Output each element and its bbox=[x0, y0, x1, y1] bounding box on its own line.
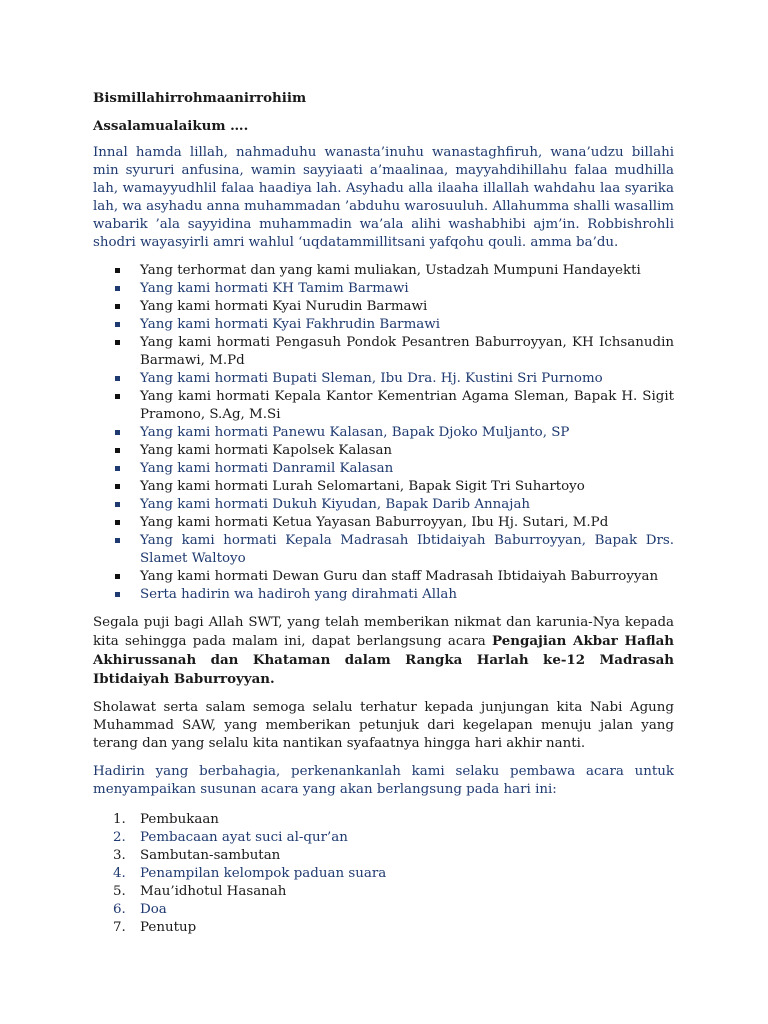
agenda-intro: Hadirin yang berbahagia, perkenankanlah kami selaku pembawa acara untuk menyampaikan susunan acara yang akan berlangsung pada hari ini: bbox=[93, 764, 674, 797]
bullet-icon bbox=[115, 466, 120, 471]
bullet-icon bbox=[115, 538, 120, 543]
list-item: Yang kami hormati Kepala Madrasah Ibtidaiyah Baburroyyan, Bapak Drs. Slamet Waltoyo bbox=[93, 532, 674, 568]
greeting: Assalamualaikum …. bbox=[93, 118, 249, 134]
praise-text: Segala puji bagi Allah SWT, yang telah memberikan nikmat dan karunia-Nya kepada kita sehingga pada malam ini, dapat berlangsung acara bbox=[93, 615, 674, 649]
item-number: 3. bbox=[113, 848, 126, 863]
list-item: 3. Sambutan-sambutan bbox=[113, 848, 281, 863]
list-item: Serta hadirin wa hadiroh yang dirahmati Allah bbox=[93, 586, 674, 604]
item-number: 5. bbox=[113, 884, 126, 899]
list-item: 2. Pembacaan ayat suci al-qur’an bbox=[113, 830, 348, 845]
list-item: Yang terhormat dan yang kami muliakan, Ustadzah Mumpuni Handayekti bbox=[93, 262, 674, 280]
list-item: Yang kami hormati Pengasuh Pondok Pesantren Baburroyyan, KH Ichsanudin Barmawi, M.Pd bbox=[93, 334, 674, 370]
list-item: 1. Pembukaan bbox=[113, 812, 219, 827]
bullet-icon bbox=[115, 574, 120, 579]
bullet-icon bbox=[115, 286, 120, 291]
list-item: Yang kami hormati Kyai Nurudin Barmawi bbox=[93, 298, 674, 316]
bullet-icon bbox=[115, 484, 120, 489]
sholawat-paragraph: Sholawat serta salam semoga selalu terhatur kepada junjungan kita Nabi Agung Muhammad SAW, yang memberikan petunjuk dari kegelapan menuju jalan yang terang dan yang selalu kita nantikan syafaatnya hingga hari akhir nanti. bbox=[93, 700, 674, 751]
opening-paragraph: Innal hamda lillah, nahmaduhu wanasta’inuhu wanastaghfiruh, wana’udzu billahi min syururi anfusina, wamin sayyiaati a’maalinaa, mayyahdihillahu falaa mudhilla lah, wamayyudhlil falaa haadiya lah. Asyhadu alla ilaaha illallah wahdahu laa syarika lah, wa asyhadu anna muhammadan ’abduhu warosuuluh. Allahumma shalli wasallim wabarik ’ala sayyidina muhammadin wa’ala alihi washabhibi ajm’in. Robbishrohli shodri wayasyirli amri wahlul ‘uqdatammillitsani yafqohu qouli. amma ba’du. bbox=[93, 145, 674, 250]
bullet-icon bbox=[115, 592, 120, 597]
list-item: Yang kami hormati KH Tamim Barmawi bbox=[93, 280, 674, 298]
list-item: Yang kami hormati Kapolsek Kalasan bbox=[93, 442, 674, 460]
list-item: 5. Mau’idhotul Hasanah bbox=[113, 884, 287, 899]
bullet-icon bbox=[115, 322, 120, 327]
bullet-icon bbox=[115, 520, 120, 525]
list-item: Yang kami hormati Dewan Guru dan staff Madrasah Ibtidaiyah Baburroyyan bbox=[93, 568, 674, 586]
bullet-icon bbox=[115, 430, 120, 435]
item-number: 7. bbox=[113, 920, 126, 935]
item-number: 6. bbox=[113, 902, 126, 917]
honoree-list bbox=[93, 262, 674, 604]
list-item: Yang kami hormati Lurah Selomartani, Bapak Sigit Tri Suhartoyo bbox=[93, 478, 674, 496]
list-item: Yang kami hormati Ketua Yayasan Baburroyyan, Ibu Hj. Sutari, M.Pd bbox=[93, 514, 674, 532]
bullet-icon bbox=[115, 304, 120, 309]
praise-paragraph bbox=[93, 614, 674, 689]
bullet-icon bbox=[115, 340, 120, 345]
item-number: 2. bbox=[113, 830, 126, 845]
list-item: Yang kami hormati Danramil Kalasan bbox=[93, 460, 674, 478]
document-body bbox=[93, 89, 674, 937]
list-item: Yang kami hormati Dukuh Kiyudan, Bapak Darib Annajah bbox=[93, 496, 674, 514]
list-item: 6. Doa bbox=[113, 902, 167, 917]
list-item: Yang kami hormati Panewu Kalasan, Bapak Djoko Muljanto, SP bbox=[93, 424, 674, 442]
event-name: Pengajian Akbar Haflah Akhirussanah dan Khataman dalam Rangka Harlah ke-12 Madrasah Ibtidaiyah Baburroyyan. bbox=[93, 633, 674, 687]
bullet-icon bbox=[115, 502, 120, 507]
bullet-icon bbox=[115, 376, 120, 381]
item-number: 4. bbox=[113, 866, 126, 881]
heading: Bismillahirrohmaanirrohiim bbox=[93, 90, 307, 106]
list-item: Yang kami hormati Kepala Kantor Kementrian Agama Sleman, Bapak H. Sigit Pramono, S.Ag, M.Si bbox=[93, 388, 674, 424]
list-item: 7. Penutup bbox=[113, 920, 197, 935]
item-number: 1. bbox=[113, 812, 126, 827]
bullet-icon bbox=[115, 268, 120, 273]
agenda-list bbox=[93, 811, 674, 937]
list-item: 4. Penampilan kelompok paduan suara bbox=[113, 866, 387, 881]
list-item: Yang kami hormati Bupati Sleman, Ibu Dra. Hj. Kustini Sri Purnomo bbox=[93, 370, 674, 388]
bullet-icon bbox=[115, 448, 120, 453]
bullet-icon bbox=[115, 394, 120, 399]
list-item: Yang kami hormati Kyai Fakhrudin Barmawi bbox=[93, 316, 674, 334]
